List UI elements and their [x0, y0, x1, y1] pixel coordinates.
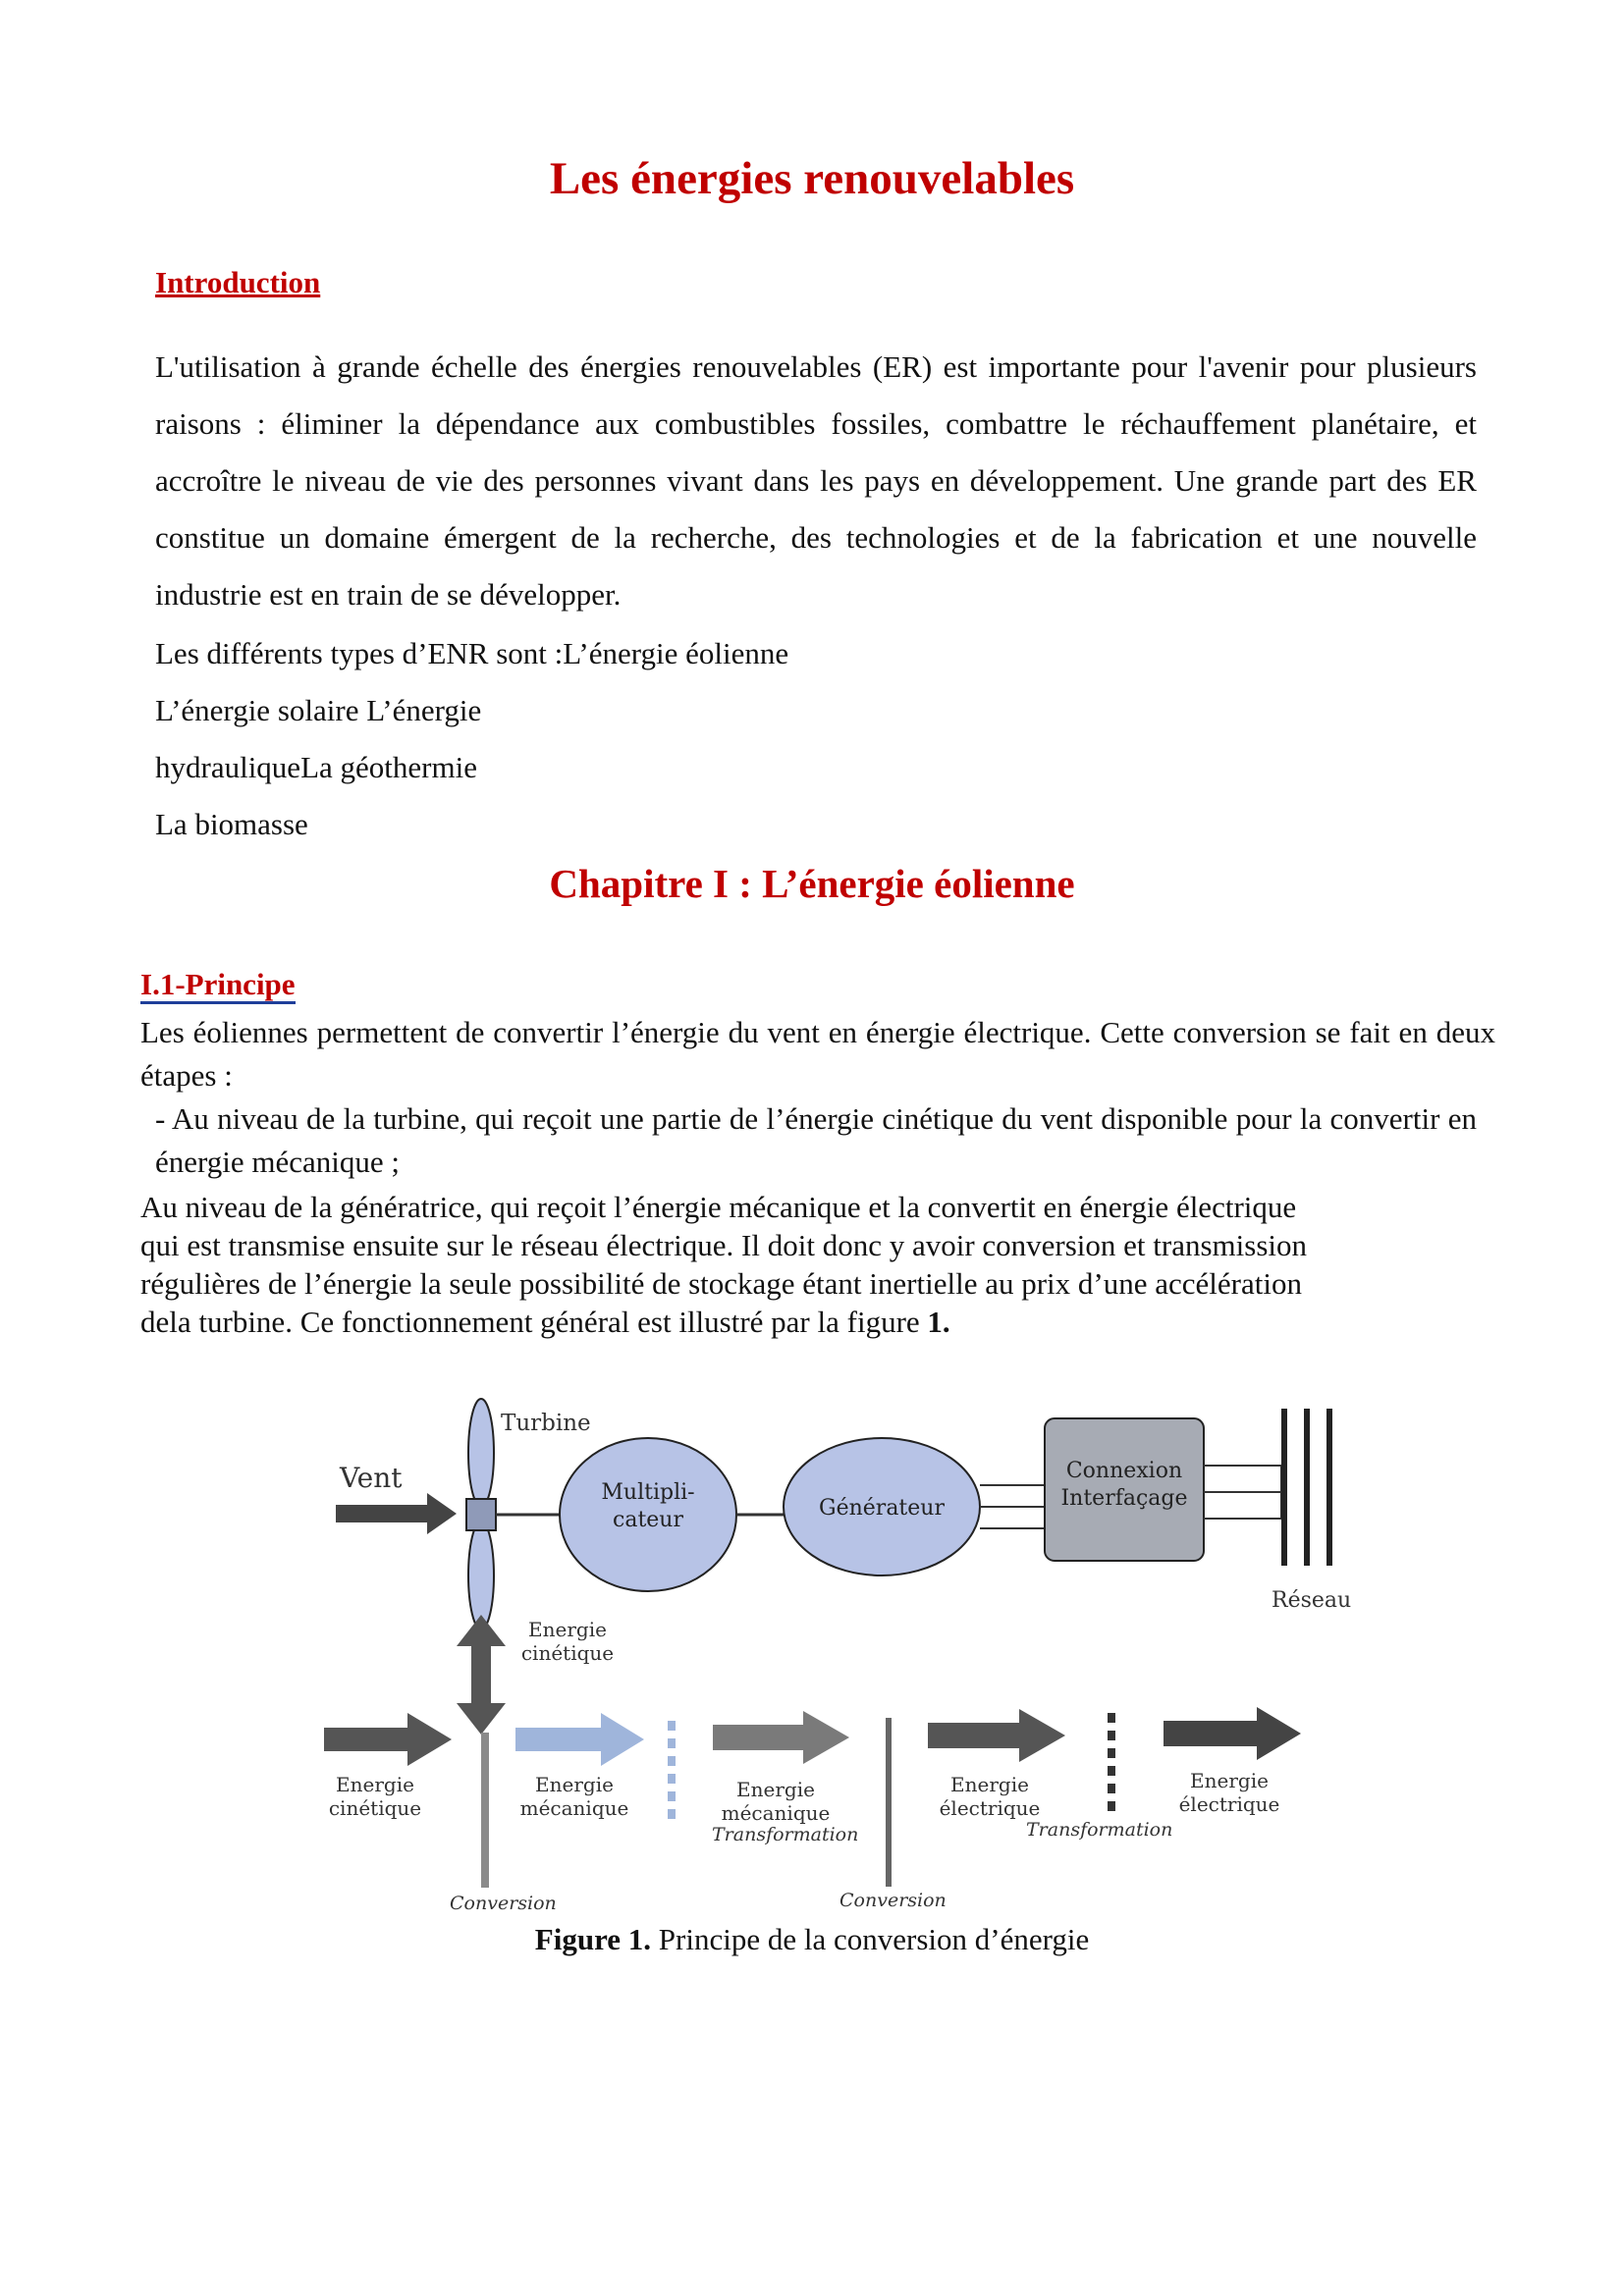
- types-line-4: La biomasse: [155, 807, 308, 841]
- conversion-divider-2: [886, 1718, 892, 1887]
- turbine-blade-bottom: [468, 1522, 494, 1629]
- label-connexion-2: Interfaçage: [1060, 1486, 1188, 1511]
- introduction-paragraph: L'utilisation à grande échelle des énergies renouvelables (ER) est importante pour l'avenir pour plusieurs raisons : éliminer la dépendance aux combustibles fossiles, combattre le réchauffement planétaire, et accroître le niveau de vie des personnes vivant dans les pays en développement. Une grande part des ER constitue un domaine émergent de la recherche, des technologies et de la fabrication et une nouvelle industrie est en train de se développer.: [155, 349, 1477, 612]
- reseau-bar-1: [1281, 1409, 1287, 1566]
- reseau-bar-2: [1304, 1409, 1310, 1566]
- label-conversion-2: Conversion: [839, 1890, 947, 1911]
- wind-arrow: [336, 1493, 457, 1534]
- label-flow-4b: électrique: [939, 1796, 1041, 1820]
- paragraph-3-last-text: dela turbine. Ce fonctionnement général est illustré par la figure: [140, 1305, 928, 1339]
- label-transformation-1: Transformation: [712, 1824, 859, 1845]
- types-line-1: Les différents types d’ENR sont :L’énergie éolienne: [155, 636, 789, 670]
- label-flow-5b: électrique: [1178, 1792, 1280, 1816]
- label-energie-cinetique-top-1: Energie: [528, 1618, 607, 1641]
- label-conversion-1: Conversion: [450, 1893, 557, 1914]
- turbine-hub: [466, 1499, 496, 1530]
- label-flow-1a: Energie: [336, 1773, 414, 1796]
- flow-arrow-5: [1164, 1707, 1301, 1760]
- reseau-bar-3: [1326, 1409, 1332, 1566]
- label-flow-5a: Energie: [1190, 1769, 1269, 1792]
- label-multiplicateur-1: Multipli-: [601, 1480, 695, 1505]
- figure-reference: 1.: [927, 1305, 950, 1339]
- label-flow-2b: mécanique: [519, 1796, 629, 1820]
- label-reseau: Réseau: [1272, 1588, 1352, 1613]
- figure-caption-number: Figure 1.: [534, 1922, 652, 1956]
- turbine-blade-top: [468, 1399, 494, 1507]
- label-energie-cinetique-top-2: cinétique: [520, 1641, 615, 1665]
- flow-arrow-3: [713, 1711, 849, 1764]
- principe-paragraph-3: [140, 1188, 1407, 1341]
- label-flow-2a: Energie: [535, 1773, 614, 1796]
- label-multiplicateur-2: cateur: [613, 1508, 683, 1532]
- types-line-2: L’énergie solaire L’énergie: [155, 693, 482, 727]
- label-flow-3b: mécanique: [721, 1801, 831, 1825]
- double-arrow-vertical: [457, 1615, 506, 1735]
- principe-paragraph-2: - Au niveau de la turbine, qui reçoit une partie de l’énergie cinétique du vent disponible pour la convertir en énergie mécanique ;: [155, 1101, 1477, 1179]
- types-line-3: hydrauliqueLa géothermie: [155, 750, 477, 784]
- chapter-title: Chapitre I : L’énergie éolienne: [549, 861, 1075, 906]
- energy-conversion-diagram: [314, 1389, 1375, 1919]
- label-connexion-1: Connexion: [1065, 1459, 1183, 1483]
- label-flow-3a: Energie: [736, 1778, 815, 1801]
- figure-caption: [0, 1922, 1624, 1957]
- document-title: Les énergies renouvelables: [549, 153, 1075, 204]
- flow-arrow-4: [928, 1709, 1065, 1762]
- section-heading-principe: I.1-Principe: [140, 968, 296, 1004]
- paragraph-3-line-3: régulières de l’énergie la seule possibilité de stockage étant inertielle au prix d’une accélération: [140, 1266, 1302, 1301]
- introduction-heading: Introduction: [155, 265, 321, 299]
- principe-paragraph-1: Les éoliennes permettent de convertir l’énergie du vent en énergie électrique. Cette conversion se fait en deux étapes :: [140, 1015, 1495, 1093]
- paragraph-3-line-2: qui est transmise ensuite sur le réseau électrique. Il doit donc y avoir conversion et transmission: [140, 1228, 1308, 1262]
- label-flow-1b: cinétique: [328, 1796, 422, 1820]
- figure-caption-text: Principe de la conversion d’énergie: [651, 1922, 1090, 1956]
- flow-arrow-2: [515, 1713, 644, 1766]
- label-vent: Vent: [340, 1462, 403, 1494]
- label-generateur: Générateur: [819, 1496, 945, 1521]
- flow-arrow-1: [324, 1713, 452, 1766]
- label-turbine: Turbine: [501, 1411, 591, 1436]
- label-transformation-2: Transformation: [1026, 1819, 1173, 1841]
- conversion-divider-1: [481, 1733, 489, 1888]
- paragraph-3-line-1: Au niveau de la génératrice, qui reçoit l’énergie mécanique et la convertit en énergie électrique: [140, 1190, 1297, 1224]
- label-flow-4a: Energie: [950, 1773, 1029, 1796]
- paragraph-3-line-4: [140, 1303, 1407, 1341]
